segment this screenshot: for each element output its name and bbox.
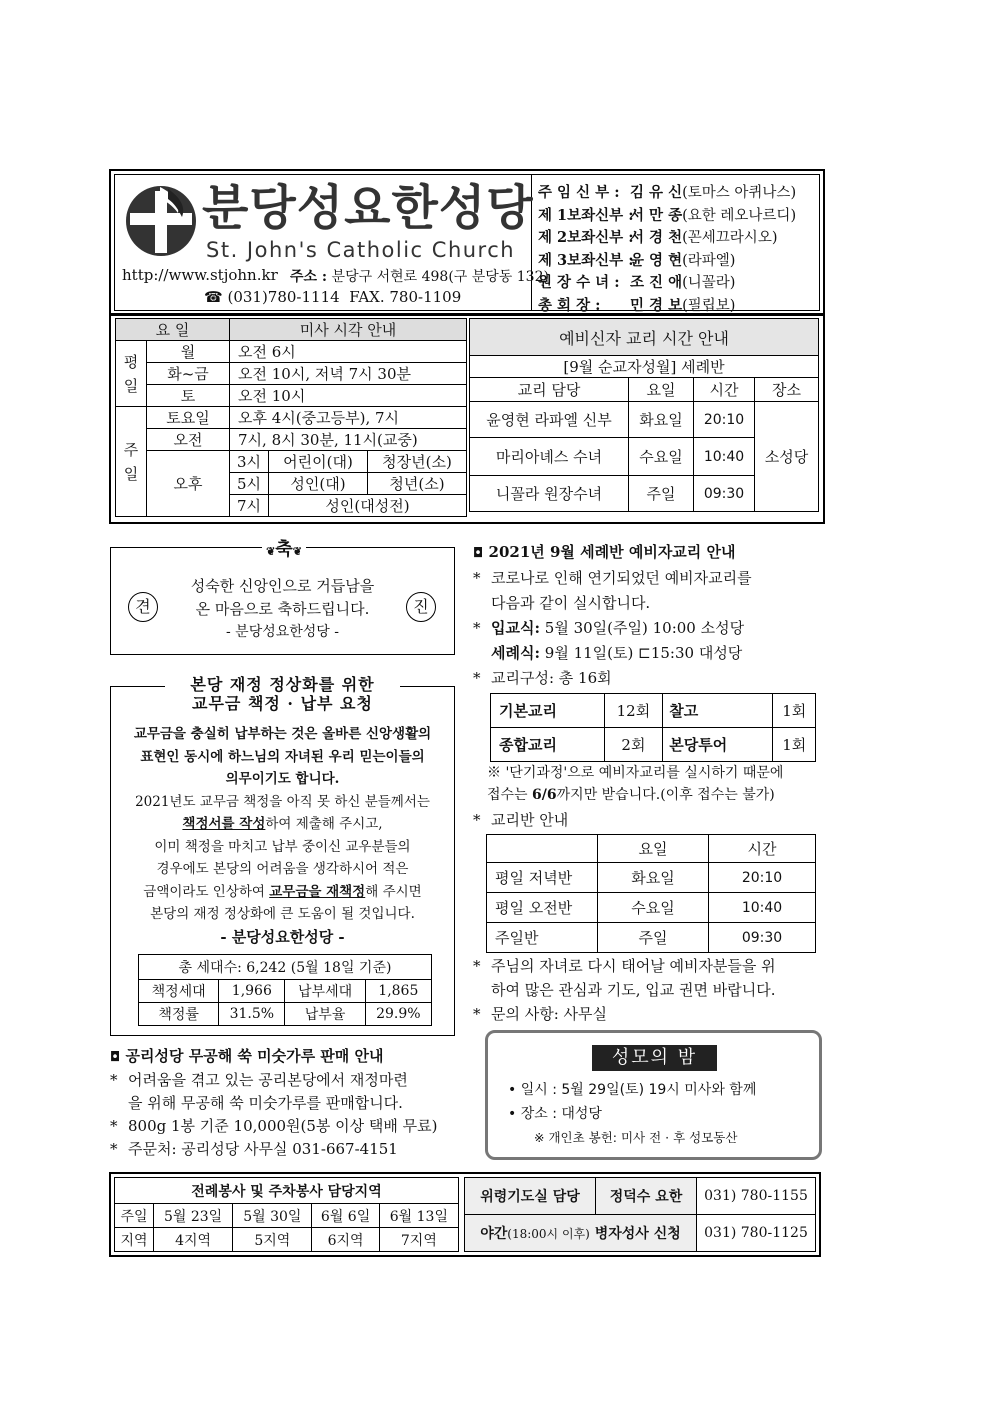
address-line: 주소 : 분당구 서현로 498(구 분당동 132)	[290, 269, 549, 285]
tithe-title: 본당 재정 정상화를 위한 교무금 책정 · 납부 요청	[165, 675, 400, 713]
church-logo-icon	[124, 183, 198, 259]
class-title: * 교리반 안내	[473, 811, 569, 829]
clergy-row: 원 장 수 녀 : 조 진 애(니꼴라)	[538, 274, 736, 291]
phone-icon: ☎	[204, 288, 223, 306]
sunday-label: 주일	[116, 407, 147, 517]
weekday-label: 평일	[116, 341, 147, 407]
clergy-row: 제 2보좌신부 :서 경 천(꼰세끄라시오)	[538, 229, 778, 246]
section-bullet-icon: ◘	[473, 546, 484, 561]
congrats-right-char: 진	[406, 592, 436, 622]
catechumen-table: 예비신자 교리 시간 안내 [9월 순교자성월] 세례반 교리 담당 요일 시간 장소 윤영현 라파엘 신부 화요일 20:10 소성당 마리아녜스 수녀 수요일 10:40 니꼴라 원장수녀 주일 09:30	[469, 318, 819, 512]
powder-section: ◘ 공리성당 무공해 쑥 미숫가루 판매 안내 * 어려움을 겪고 있는 공리본당에서 재정마련 을 위해 무공해 쑥 미숫가루를 판매합니다. * 800g 1봉 기준 10,000원(5봉 이상 택배 무료) * 주문처: 공리성당 사무실 031-667-4151	[110, 1047, 438, 1158]
website-link[interactable]: http://www.stjohn.kr	[122, 266, 278, 284]
mass-schedule-table: 요 일 미사 시각 안내 평일 월 오전 6시 화~금 오전 10시, 저녁 7시 30분 토 오전 10시 주일 토요일 오후 4시(중고등부), 7시 오전 7시, 8시 30분, 11시(교중) 오후 3시 어린이(대) 청장년(소) 5시 성인(대) 청년(소) 7시 성인(대성전)	[115, 318, 467, 517]
tithe-body: 교무금을 충실히 납부하는 것은 올바른 신앙생활의 표현인 동시에 하느님의 자녀된 우리 믿는이들의 의무이기도 합니다. 2021년도 교무금 책정을 아직 못 하신 분들께서는 책정서를 작성하여 제출해 주시고, 이미 책정을 마치고 납부 중이신 교우분들의 경우에도 본당의 어려움을 생각하시어 적은 금액이라도 인상하여 교무금을 재책정해 주시면 본당의 재정 정상화에 큰 도움이 될 것입니다. - 분당성요한성당 -	[133, 726, 432, 946]
clergy-row: 주 임 신 부 : 김 유 신(토마스 아퀴나스)	[538, 184, 797, 201]
section-bullet-icon: ◘	[110, 1050, 121, 1065]
church-name-en: St. John's Catholic Church	[206, 238, 516, 262]
clergy-list	[538, 182, 820, 317]
class-table: 요일 시간 평일 저녁반 화요일 20:10 평일 오전반 수요일 10:40 주일반 주일 09:30	[486, 834, 816, 953]
congrats-emblem-icon: ❦축❦	[262, 535, 306, 565]
tithe-stats-table: 총 세대수: 6,242 (5월 18일 기준) 책정세대 1,966 납부세대 1,865 책정률 31.5% 납부율 29.9%	[138, 954, 432, 1026]
clergy-row: 제 3보좌신부 :윤 영 현(라파엘)	[538, 251, 736, 269]
marian-night-details: • 일시 : 5월 29일(토) 19시 미사와 함께 • 장소 : 대성당 ※ 개인초 봉헌: 미사 전 · 후 성모동산	[508, 1082, 757, 1145]
duty-table: 전례봉사 및 주차봉사 담당지역 주일 5월 23일 5월 30일 6월 6일 6월 13일 지역 4지역 5지역 6지역 7지역	[114, 1177, 459, 1252]
baptism-closing: * 주님의 자녀로 다시 태어날 예비자분들을 위 하여 많은 관심과 기도, 입교 권면 바랍니다. * 문의 사항: 사무실	[473, 957, 776, 1023]
church-name-ko: 분당성요한성당	[202, 180, 534, 236]
clergy-row: 제 1보좌신부 :서 만 종(요한 레오나르디)	[538, 206, 797, 224]
congrats-message: 성숙한 신앙인으로 거듭남을 온 마음으로 축하드립니다. - 분당성요한성당 -	[190, 577, 375, 640]
congrats-left-char: 견	[128, 592, 158, 622]
contact-table: 위령기도실 담당 정덕수 요한 031) 780-1155 야간(18:00시 이후) 병자성사 신청 031) 780-1125	[464, 1177, 816, 1252]
composition-table: 기본교리 12회 찰고 1회 종합교리 2회 본당투어 1회	[490, 693, 816, 762]
clergy-row: 총 회 장 : 민 경 보(필립보)	[538, 296, 736, 314]
baptism-section: ◘ 2021년 9월 세례반 예비자교리 안내 * 코로나로 인해 연기되었던 예비자교리를 다음과 같이 실시합니다. * 입교식: 5월 30일(주일) 10:00 소성당 세례식: 9월 11일(토) ⊏15:30 대성당 * 교리구성: 총 16회	[473, 543, 752, 687]
phone-line: ☎ (031)780-1114 FAX. 780-1109	[204, 288, 462, 306]
baptism-note: ※ '단기과정'으로 예비자교리를 실시하기 때문에 접수는 6/6까지만 받습니다.(이후 접수는 불가)	[487, 765, 784, 803]
marian-night-title: 성모의 밤	[592, 1045, 717, 1071]
